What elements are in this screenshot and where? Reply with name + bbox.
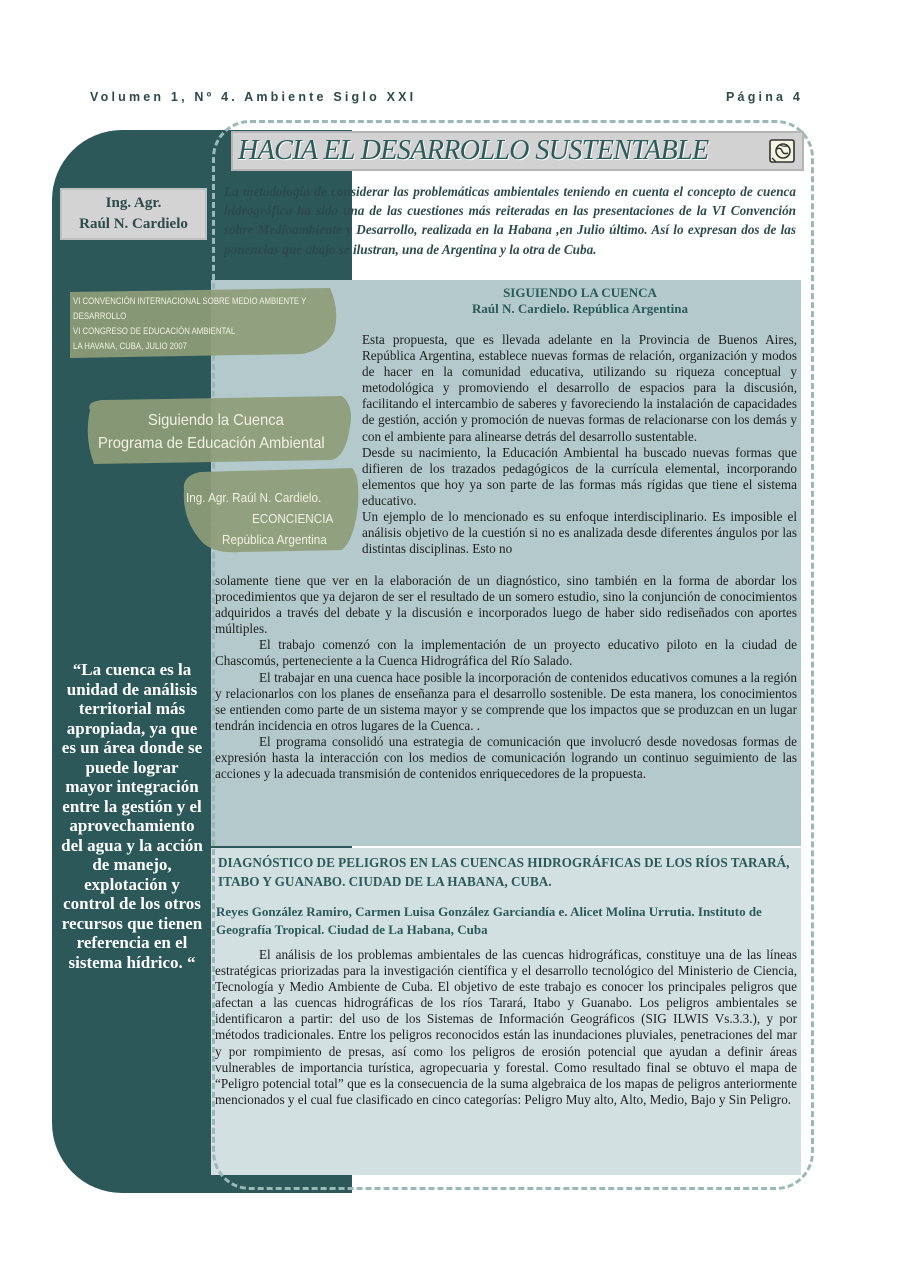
pull-quote: “La cuenca es la unidad de análisis territorial más apropiada, ya que es un área donde se puede lograr mayor integración entre la gestión y el aprovechamiento del agua y la acción de manejo, explotación y control de los otros recursos que tienen referencia en el sistema hídrico. “	[61, 660, 203, 972]
running-header-page: Página 4	[726, 90, 804, 104]
slide-conference-line3: VI CONGRESO DE EDUCACIÓN AMBIENTAL	[73, 326, 236, 337]
title-banner	[231, 131, 804, 171]
section1-byline: Raúl N. Cardielo. República Argentina	[472, 301, 688, 316]
section2-body: El análisis de los problemas ambientales de las cuencas hidrográficas, constituye una de las líneas estratégicas priorizadas para la investigación científica y el desarrollo tecnológico del Ministerio de Ciencia, Tecnología y Medio Ambiente de Cuba. El objetivo de este trabajo es conocer los principales peligros que afectan a las cuencas hidrográficas de los ríos Tarará, Itabo y Guanabo. Los peligros ambientales se identificaron a partir: del uso de los Sistemas de Información Geográficos (SIG ILWIS Vs.3.3.), y por métodos tradicionales. Entre los peligros reconocidos están las inundaciones pluviales, penetraciones del mar y por rompimiento de presas, así como los peligros de erosión potencial que ayudan a definir áreas vulnerables de importancia turística, agropecuaria y forestal. Como resultado final se obtuvo el mapa de “Peligro potencial total” que es la consecuencia de la suma algebraica de los mapas de peligros anteriormente mencionados y el cual fue clasificado en cinco categorías: Peligro Muy alto, Alto, Medio, Bajo y Sin Peligro.	[215, 947, 797, 1107]
section2-authors: Reyes González Ramiro, Carmen Luisa González Garciandía e. Alicet Molina Urrutia. Instituto de Geografía Tropical. Ciudad de La Habana, Cuba	[216, 904, 762, 937]
author-name: Raúl N. Cardielo	[79, 216, 188, 232]
section1-paragraph: Un ejemplo de lo mencionado es su enfoque interdisciplinario. Es imposible el análisis objetivo de la cuestión si no es analizada desde diferentes ángulos por las distintas disciplinas. Esto no	[362, 509, 797, 557]
section1-paragraph: El trabajo comenzó con la implementación de un proyecto educativo piloto en la ciudad de Chascomús, perteneciente a la Cuenca Hidrográfica del Río Salado.	[215, 637, 797, 669]
section1-paragraph: El trabajar en una cuenca hace posible la incorporación de contenidos educativos comunes a la región y relacionarlos con los planes de enseñanza para el desarrollo sostenible. De esta manera, los conocimientos se entienden como parte de un sistema mayor y se comprende que los impactos que se produzcan en un lugar tendrán incidencia en otros lugares de la Cuenca. .	[215, 669, 797, 733]
slide-organization: ECONCIENCIA	[252, 511, 334, 526]
slide-author-name: Ing. Agr. Raúl N. Cardielo.	[186, 490, 322, 505]
slide-conference-line1: VI CONVENCIÓN INTERNACIONAL SOBRE MEDIO AMBIENTE Y	[73, 296, 307, 307]
author-title: Ing. Agr.	[105, 195, 162, 211]
section1-paragraph: Desde su nacimiento, la Educación Ambiental ha buscado nuevas formas que difieren de los trazados pedagógicos de la currícula elemental, incorporando elementos que hoy ya son parte de las formas más rígidas que tiene el sistema educativo.	[362, 444, 797, 508]
slide-conference-line4: LA HAVANA, CUBA, JULIO 2007	[73, 341, 188, 352]
slide-country: República Argentina	[222, 532, 327, 547]
section1-paragraph: solamente tiene que ver en la elaboración de un diagnóstico, sino también en la forma de abordar los procedimientos que ya dejaron de ser el resultado de un somero estudio, sino la conjunción de conocimientos adquiridos a través del debate y la discusión e incorporados luego de haber sido rediseñados con aportes múltiples.	[215, 573, 797, 637]
section1-body-wide	[215, 573, 797, 782]
section1-header	[360, 285, 800, 317]
section1-body-narrow	[362, 332, 797, 557]
note-globe-icon	[768, 138, 796, 164]
section1-paragraph: El programa consolidó una estrategia de comunicación que involucró desde novedosas formas de expresión hasta la interacción con los medios de comunicación logrando un continuo seguimiento de las acciones y la adecuada transmisión de contenidos enriquecedores de la propuesta.	[215, 733, 797, 782]
section2-heading: DIAGNÓSTICO DE PELIGROS EN LAS CUENCAS HIDROGRÁFICAS DE LOS RÍOS TARARÁ, ITABO Y GUANABO. CIUDAD DE LA HABANA, CUBA.	[218, 855, 790, 889]
intro-paragraph: La metodología de considerar las problemáticas ambientales teniendo en cuenta el concepto de cuenca hidrográfica ha sido una de las cuestiones más reiteradas en las presentaciones de la VI Convención sobre Medioambiente y Desarrollo, realizada en la Habana ,en Julio último. Así lo expresan dos de las ponencias que abajo se ilustran, una de Argentina y la otra de Cuba.	[224, 184, 796, 257]
slide-conference-line2: DESARROLLO	[73, 311, 127, 322]
slide-program-title: Siguiendo la Cuenca	[148, 412, 284, 429]
section1-paragraph: Esta propuesta, que es llevada adelante en la Provincia de Buenos Aires, República Argentina, establece nuevas formas de relación, organización y modos de hacer en la comunidad educativa, utilizando su riqueza conceptual y metodológica y promoviendo el desarrollo de espacios para la discusión, facilitando el intercambio de saberes y favoreciendo la instalación de capacidades de gestión, acción y promoción de nuevas formas de relacionarse con los demás y con el ambiente para alinearse detrás del desarrollo sustentable.	[362, 332, 797, 444]
author-box	[60, 188, 207, 240]
slide-program-subtitle: Programa de Educación Ambiental	[98, 435, 325, 452]
page-title: HACIA EL DESARROLLO SUSTENTABLE	[238, 135, 709, 166]
section1-heading: SIGUIENDO LA CUENCA	[503, 285, 657, 300]
running-header-volume: Volumen 1, Nº 4. Ambiente Siglo XXI	[90, 90, 417, 104]
